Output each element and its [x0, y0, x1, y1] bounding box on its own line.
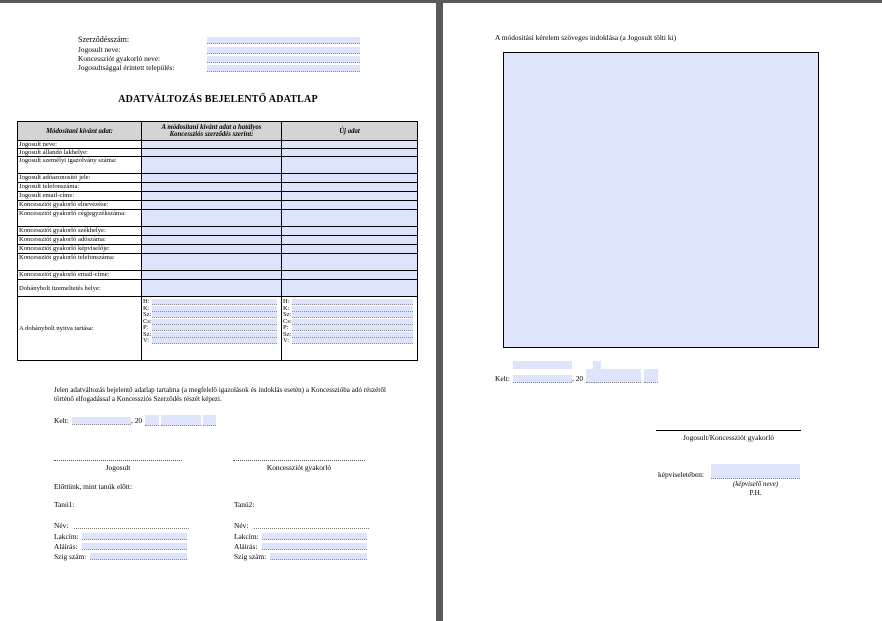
- representative-label: képviseletében:: [658, 470, 704, 479]
- representative-name-field[interactable]: [711, 464, 800, 479]
- new-value-cell[interactable]: [282, 271, 418, 280]
- witness1-address-field[interactable]: [82, 533, 187, 540]
- day-label: Sz:: [283, 330, 292, 338]
- current-value-cell[interactable]: [142, 157, 282, 174]
- current-value-cell[interactable]: [142, 192, 282, 201]
- concessionaire-name-label: Koncessziót gyakorló neve:: [78, 54, 161, 63]
- witness2-sign-field[interactable]: [262, 543, 367, 550]
- row-label: Jogosult email-címe:: [18, 192, 142, 201]
- statement-text: Jelen adatváltozás bejelentő adatlap tartalma (a megfelelő igazolások és indoklás esetén) a Koncesszióba adó részéről történő elfogadással a Koncessziós Szerződés részét képezi.: [54, 386, 386, 403]
- new-value-cell[interactable]: [282, 254, 418, 271]
- kelt-month-field[interactable]: [594, 369, 641, 383]
- witness1-id-field[interactable]: [90, 553, 187, 560]
- justification-label: A módosítási kérelem szöveges indoklása (a Jogosult tölti ki): [495, 33, 677, 42]
- new-value-cell[interactable]: [282, 183, 418, 192]
- col-header-current-line2: Koncessziós szerződés szerint:: [169, 131, 254, 138]
- kelt-place-extra-field[interactable]: [513, 361, 572, 369]
- current-opening-hours: [142, 297, 282, 361]
- contract-number-field[interactable]: [207, 37, 360, 44]
- day-label: Sz:: [143, 330, 152, 338]
- data-change-table: [17, 121, 418, 361]
- contract-number-label: Szerződésszám:: [78, 35, 130, 44]
- witness2-address-field[interactable]: [262, 533, 367, 540]
- row-label: Koncessziót gyakorló elnevezése:: [18, 201, 142, 210]
- settlement-field[interactable]: [207, 65, 360, 72]
- witness2-id-label: Szig szám:: [234, 552, 267, 561]
- row-label: Koncessziót gyakorló adószáma:: [18, 236, 142, 245]
- current-value-cell[interactable]: [142, 236, 282, 245]
- new-value-cell[interactable]: [282, 174, 418, 183]
- day-label: H:: [143, 298, 150, 305]
- kelt-label: Kelt:: [54, 416, 69, 425]
- kelt-day-field[interactable]: [203, 415, 216, 426]
- day-label: Cs:: [143, 317, 152, 325]
- witness2-name-label: Név:: [234, 521, 249, 530]
- day-label: Sz:: [143, 311, 152, 318]
- kelt-label: Kelt:: [495, 374, 510, 383]
- current-value-cell[interactable]: [142, 201, 282, 210]
- holder-signature-label: Jogosult: [105, 463, 131, 472]
- current-value-cell[interactable]: [142, 149, 282, 157]
- holder-name-label: Jogosult neve:: [78, 45, 121, 54]
- new-value-cell[interactable]: [282, 280, 418, 297]
- current-value-cell[interactable]: [142, 210, 282, 227]
- year-prefix: , 20: [572, 374, 584, 383]
- row-label: Koncessziót gyakorló telefonszáma:: [18, 254, 142, 271]
- kelt-place-field[interactable]: [513, 375, 572, 383]
- witness1-label: Tanú1:: [54, 500, 75, 509]
- current-value-cell[interactable]: [142, 174, 282, 183]
- hours-field[interactable]: [292, 338, 413, 344]
- witness2-id-field[interactable]: [270, 553, 367, 560]
- year-prefix: , 20: [131, 416, 143, 425]
- hours-field[interactable]: [152, 338, 277, 344]
- kelt-month-field[interactable]: [161, 415, 201, 426]
- col-header-current: [142, 122, 282, 141]
- concessionaire-name-field[interactable]: [207, 56, 360, 63]
- witness-intro: Előttünk, mint tanúk előtt:: [54, 482, 133, 491]
- col-header-current-line1: A módosítani kívánt adat a hatályos: [161, 124, 262, 131]
- witness1-sign-field[interactable]: [82, 543, 187, 550]
- concessionaire-signature-label: Koncessziót gyakorló: [266, 463, 332, 472]
- witness1-name-label: Név:: [54, 521, 69, 530]
- hours-row[interactable]: [283, 337, 416, 344]
- signature-line: [656, 430, 801, 431]
- holder-name-field[interactable]: [207, 47, 360, 54]
- row-label: Koncessziót gyakorló cégjegyzékszáma:: [18, 210, 142, 227]
- concessionaire-signature-line: [233, 460, 365, 461]
- col-header-field: Módosítani kívánt adat:: [18, 122, 142, 141]
- row-label: Jogosult személyi igazolvány száma:: [18, 157, 142, 174]
- form-title: ADATVÁLTOZÁS BEJELENTŐ ADATLAP: [118, 94, 318, 105]
- row-label: Dohánybolt üzemeltetés helye:: [18, 280, 142, 297]
- kelt-day-field[interactable]: [644, 369, 658, 383]
- new-value-cell[interactable]: [282, 192, 418, 201]
- day-label: H:: [283, 298, 290, 305]
- current-value-cell[interactable]: [142, 245, 282, 254]
- new-value-cell[interactable]: [282, 157, 418, 174]
- witness2-label: Tanú2:: [234, 500, 255, 509]
- current-value-cell[interactable]: [142, 271, 282, 280]
- hours-row[interactable]: [143, 337, 280, 344]
- row-label: Jogosult neve:: [18, 141, 142, 149]
- new-value-cell[interactable]: [282, 201, 418, 210]
- day-label: Sz:: [283, 311, 292, 318]
- new-value-cell[interactable]: [282, 227, 418, 236]
- new-value-cell[interactable]: [282, 210, 418, 227]
- current-value-cell[interactable]: [142, 280, 282, 297]
- witness1-id-label: Szig szám:: [54, 552, 87, 561]
- signature-title: Jogosult/Koncessziót gyakorló: [683, 433, 774, 442]
- day-label: K:: [283, 304, 290, 312]
- witness2-address-label: Lakcím:: [234, 532, 259, 541]
- new-value-cell[interactable]: [282, 236, 418, 245]
- current-value-cell[interactable]: [142, 183, 282, 192]
- day-label: V:: [283, 337, 290, 344]
- new-value-cell[interactable]: [282, 141, 418, 149]
- row-label: Koncessziót gyakorló email-címe:: [18, 271, 142, 280]
- current-value-cell[interactable]: [142, 254, 282, 271]
- new-value-cell[interactable]: [282, 149, 418, 157]
- day-label: V:: [143, 337, 150, 344]
- new-opening-hours: [282, 297, 418, 361]
- representative-hint: (képviselő neve): [732, 480, 779, 488]
- day-label: P:: [283, 324, 289, 331]
- form-page-2: [443, 3, 882, 621]
- day-label: Cs:: [283, 317, 292, 325]
- settlement-label: Jogosultsággal érintett település:: [78, 63, 175, 72]
- opening-hours-label: A dohánybolt nyitva tartása:: [18, 297, 142, 361]
- witness1-sign-label: Aláírás:: [54, 542, 78, 551]
- kelt-year-field[interactable]: [145, 415, 159, 426]
- row-label: Jogosult adóazonosító jele:: [18, 174, 142, 183]
- row-label: Koncessziót gyakorló székhelye:: [18, 227, 142, 236]
- row-label: Koncessziót gyakorló képviselője:: [18, 245, 142, 254]
- day-label: K:: [143, 304, 150, 312]
- day-label: P:: [143, 324, 149, 331]
- kelt-year-extra-field[interactable]: [593, 361, 601, 369]
- witness1-name-field[interactable]: [74, 528, 189, 529]
- ph-label: P.H.: [749, 488, 762, 497]
- witness1-address-label: Lakcím:: [54, 532, 79, 541]
- current-value-cell[interactable]: [142, 227, 282, 236]
- new-value-cell[interactable]: [282, 245, 418, 254]
- witness2-sign-label: Aláírás:: [234, 542, 258, 551]
- witness2-name-field[interactable]: [254, 528, 369, 529]
- col-header-new: Új adat: [282, 122, 418, 141]
- current-value-cell[interactable]: [142, 141, 282, 149]
- justification-textarea[interactable]: [503, 52, 819, 348]
- row-label: Jogosult telefonszáma:: [18, 183, 142, 192]
- form-page-1: [0, 3, 436, 621]
- kelt-place-field[interactable]: [72, 417, 131, 425]
- row-label: Jogosult állandó lakhelye:: [18, 149, 142, 157]
- holder-signature-line: [54, 460, 182, 461]
